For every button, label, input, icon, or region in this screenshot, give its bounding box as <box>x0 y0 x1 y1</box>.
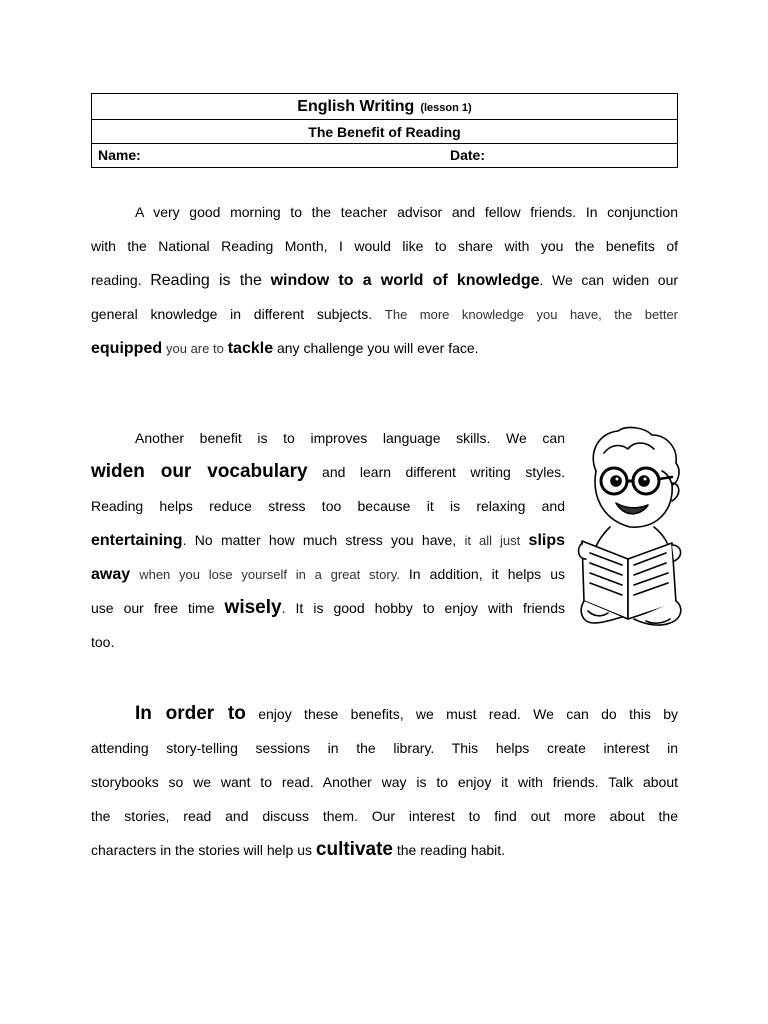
p1-emphasis: tackle <box>227 340 274 357</box>
p1-emphasis: window to a world of knowledge <box>270 272 540 289</box>
p1-text: The more knowledge you have, the better <box>384 307 679 322</box>
p3-line-1 <box>91 697 678 731</box>
p2-emphasis: slips <box>528 532 566 549</box>
paragraph-1 <box>91 195 678 365</box>
worksheet-title: English Writing <box>297 97 415 115</box>
p1-text: Reading is the <box>150 272 262 289</box>
p1-text: reading. <box>91 272 142 288</box>
p2-text: use our free time <box>91 600 215 616</box>
name-date-row <box>92 144 678 168</box>
p2-line-5 <box>91 557 565 591</box>
p3-emphasis: cultivate <box>315 839 393 860</box>
p2-line-2 <box>91 455 565 489</box>
worksheet-header <box>91 93 678 168</box>
p1-text: . We can widen our <box>539 272 679 288</box>
p2-line-6 <box>91 591 565 625</box>
p2-emphasis: widen our vocabulary <box>91 461 308 482</box>
p1-text: general knowledge in different subjects. <box>91 306 373 322</box>
p3-emphasis: In order to <box>135 703 246 724</box>
p3-text: enjoy these benefits, we must read. We can do this by <box>258 706 678 722</box>
p1-line-1: A very good morning to the teacher advisor and fellow friends. In conjunction <box>135 204 678 220</box>
subtitle: The Benefit of Reading <box>92 120 678 144</box>
name-label: Name: <box>98 147 141 163</box>
p2-emphasis: away <box>91 566 131 583</box>
p2-text: when you lose yourself in a great story. <box>139 567 400 582</box>
p2-text: . It is good hobby to enjoy with friends <box>281 600 566 616</box>
p3-text: characters in the stories will help us <box>91 842 312 858</box>
p3-line-2: attending story-telling sessions in the library. This helps create interest in <box>91 740 678 756</box>
p2-text: it all just <box>464 533 521 548</box>
p2-line-1: Another benefit is to improves language skills. We can <box>135 430 565 446</box>
p2-text: . No matter how much stress you have, <box>182 532 457 548</box>
p1-text: any challenge you will ever face. <box>276 340 479 356</box>
p3-line-5 <box>91 833 678 867</box>
p2-text: In addition, it helps us <box>408 566 566 582</box>
paragraph-3 <box>91 697 678 867</box>
p3-text: the reading habit. <box>396 842 506 858</box>
p3-line-3: storybooks so we want to read. Another way is to enjoy it with friends. Talk about <box>91 774 678 790</box>
p2-line-7: too. <box>91 634 115 650</box>
p1-line-2: with the National Reading Month, I would like to share with you the benefits of <box>91 238 678 254</box>
p2-line-3: Reading helps reduce stress too because it is relaxing and <box>91 498 565 514</box>
p2-text: and learn different writing styles. <box>322 464 565 480</box>
p1-line-4 <box>91 297 678 331</box>
p1-emphasis: equipped <box>91 340 163 357</box>
p3-line-4: the stories, read and discuss them. Our interest to find out more about the <box>91 808 678 824</box>
date-label: Date: <box>450 147 486 163</box>
p2-line-4 <box>91 523 565 557</box>
p2-emphasis: entertaining <box>91 532 183 549</box>
title-cell <box>92 94 678 120</box>
boy-reading-book-icon <box>574 423 692 633</box>
lesson-label: (lesson 1) <box>420 101 472 114</box>
p1-line-3 <box>91 263 678 297</box>
p2-emphasis: wisely <box>224 597 282 618</box>
paragraph-2 <box>91 421 565 659</box>
p1-text: you are to <box>166 341 224 356</box>
p1-line-5 <box>91 331 678 365</box>
